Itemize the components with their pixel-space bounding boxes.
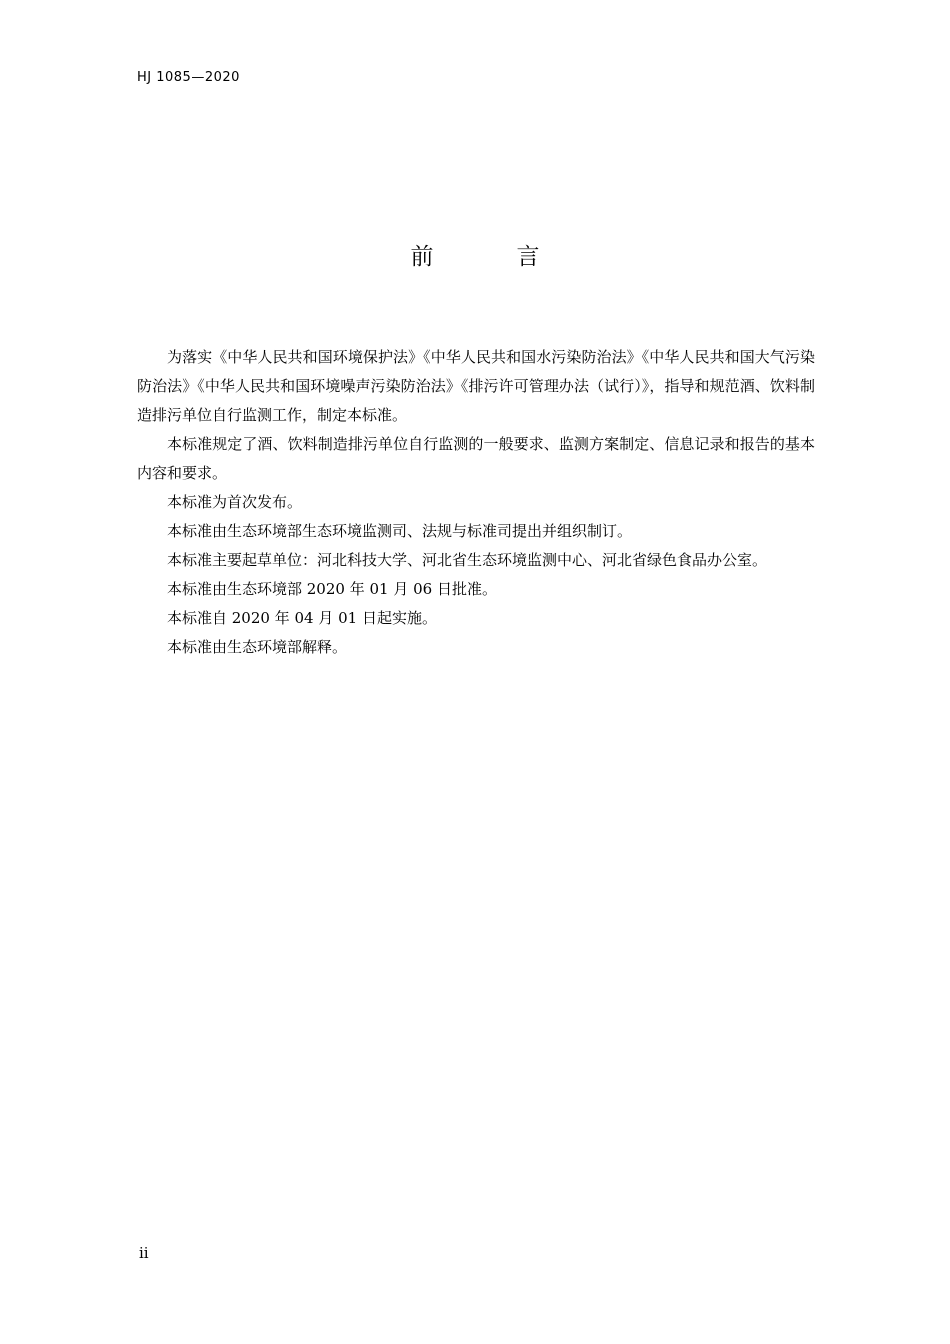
page-title: 前 言 — [410, 244, 570, 270]
paragraph-interpretation: 本标准由生态环境部解释。 — [167, 638, 348, 656]
paragraph-proposer: 本标准由生态环境部生态环境监测司、法规与标准司提出并组织制订。 — [167, 522, 633, 540]
paragraph-purpose: 为落实《中华人民共和国环境保护法》《中华人民共和国水污染防治法》《中华人民共和国大气污染防治法》《中华人民共和国环境噪声污染防治法》《排污许可管理办法（试行）》，指导和规范酒、饮料制造排污单位自行监测工作，制定本标准。 — [137, 348, 815, 424]
paragraph-approval-date: 本标准由生态环境部 2020 年 01 月 06 日批准。 — [167, 580, 497, 598]
paragraph-effective-date: 本标准自 2020 年 04 月 01 日起实施。 — [167, 609, 437, 627]
paragraph-first-release: 本标准为首次发布。 — [167, 493, 303, 511]
paragraph-scope: 本标准规定了酒、饮料制造排污单位自行监测的一般要求、监测方案制定、信息记录和报告的基本内容和要求。 — [137, 435, 815, 482]
paragraph-drafters: 本标准主要起草单位：河北科技大学、河北省生态环境监测中心、河北省绿色食品办公室。 — [167, 551, 768, 569]
foreword-body — [137, 343, 815, 662]
page-number: ii — [139, 1244, 149, 1262]
standard-code: HJ 1085—2020 — [137, 70, 240, 85]
